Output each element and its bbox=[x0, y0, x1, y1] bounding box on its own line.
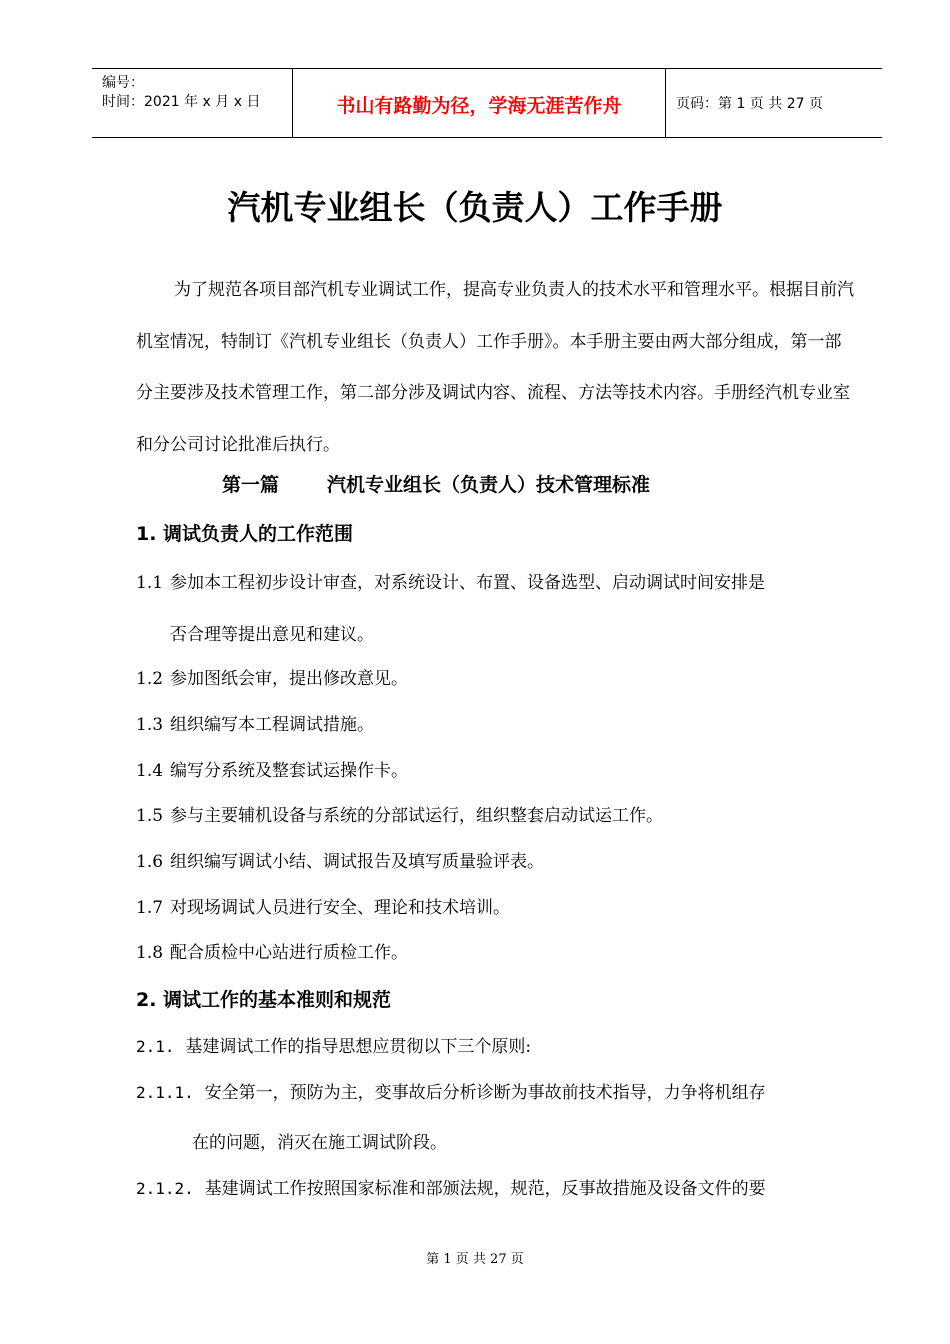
header-motto: 书山有路勤为径，学海无涯苦作舟 bbox=[336, 95, 622, 117]
list-item: 1.1 参加本工程初步设计审查，对系统设计、布置、设备选型、启动调试时间安排是 bbox=[136, 573, 765, 593]
list-item: 2.1.2. 基建调试工作按照国家标准和部颁法规，规范，反事故措施及设备文件的要 bbox=[136, 1179, 766, 1199]
list-item: 1.4 编写分系统及整套试运操作卡。 bbox=[136, 761, 408, 781]
section-2-heading: 2. 调试工作的基本准则和规范 bbox=[136, 989, 392, 1011]
header-cell-motto bbox=[293, 69, 666, 137]
list-item: 1.7 对现场调试人员进行安全、理论和技术培训。 bbox=[136, 898, 510, 918]
intro-paragraph: 为了规范各项目部汽机专业调试工作，提高专业负责人的技术水平和管理水平。根据目前汽机室情况，特制订《汽机专业组长（负责人）工作手册》。本手册主要由两大部分组成，第一部分主要涉及技术管理工作，第二部分涉及调试内容、流程、方法等技术内容。手册经汽机专业室和分公司讨论批准后执行。 bbox=[136, 280, 854, 455]
list-item: 1.6 组织编写调试小结、调试报告及填写质量验评表。 bbox=[136, 852, 544, 872]
list-item-continuation: 否合理等提出意见和建议。 bbox=[170, 625, 374, 645]
list-item: 1.3 组织编写本工程调试措施。 bbox=[136, 715, 374, 735]
list-item-continuation: 在的问题，消灭在施工调试阶段。 bbox=[192, 1133, 447, 1153]
part-label: 第一篇 bbox=[222, 474, 280, 496]
page-footer: 第 1 页 共 27 页 bbox=[426, 1252, 524, 1267]
document-number: 编号： bbox=[102, 75, 144, 91]
list-item: 1.2 参加图纸会审，提出修改意见。 bbox=[136, 669, 408, 689]
section-1-heading: 1. 调试负责人的工作范围 bbox=[136, 523, 354, 545]
header-table bbox=[92, 68, 882, 138]
list-item: 1.8 配合质检中心站进行质检工作。 bbox=[136, 943, 408, 963]
header-cell-meta bbox=[92, 69, 293, 137]
document-time: 时间：2021 年 x 月 x 日 bbox=[102, 94, 261, 110]
header-cell-page bbox=[666, 69, 882, 137]
part-title: 汽机专业组长（负责人）技术管理标准 bbox=[327, 474, 651, 496]
list-item: 2.1.1. 安全第一，预防为主，变事故后分析诊断为事故前技术指导，力争将机组存 bbox=[136, 1083, 766, 1103]
part-heading bbox=[222, 470, 650, 497]
list-item: 1.5 参与主要辅机设备与系统的分部试运行，组织整套启动试运工作。 bbox=[136, 806, 663, 826]
header-page-info: 页码：第 1 页 共 27 页 bbox=[676, 96, 823, 112]
list-item: 2.1. 基建调试工作的指导思想应贯彻以下三个原则: bbox=[136, 1037, 532, 1057]
document-title: 汽机专业组长（负责人）工作手册 bbox=[227, 188, 723, 227]
